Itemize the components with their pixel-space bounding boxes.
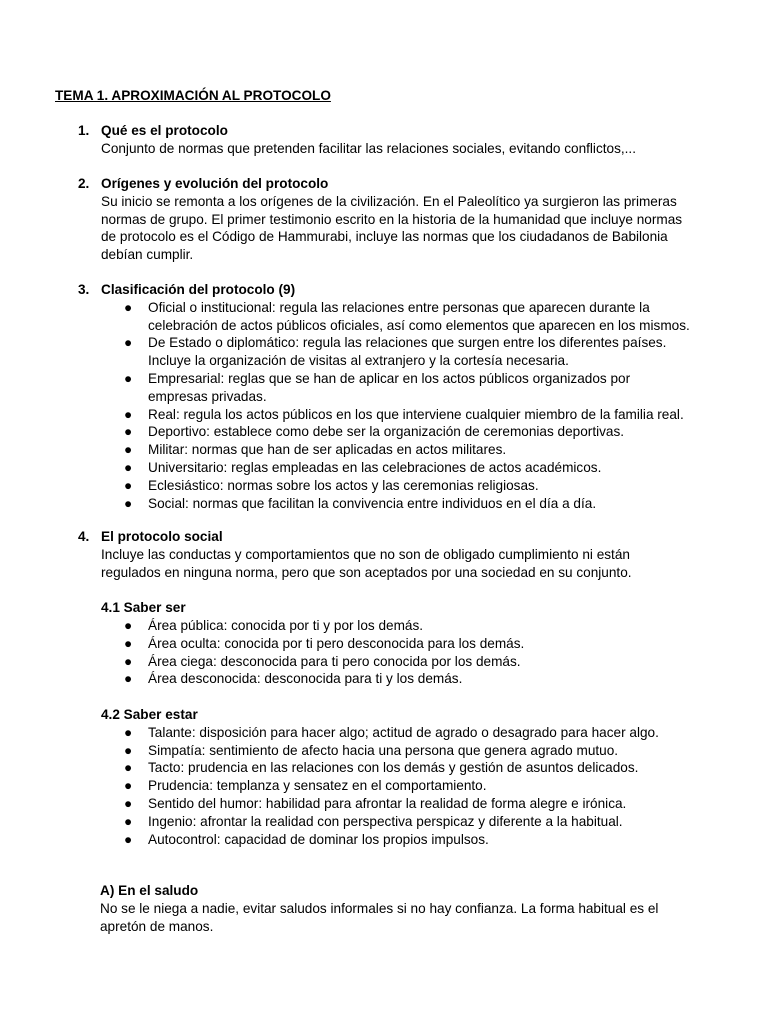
section-paragraph <box>55 193 715 264</box>
document-title: TEMA 1. APROXIMACIÓN AL PROTOCOLO <box>55 88 331 103</box>
list-item <box>55 795 715 813</box>
section-1 <box>55 122 715 158</box>
bullet-icon: ● <box>124 617 133 633</box>
paragraph-line: apretón de manos. <box>100 918 214 934</box>
bullet-icon: ● <box>124 742 133 758</box>
bullet-icon: ● <box>124 760 133 776</box>
list-item-line: Incluye la organización de visitas al extranjero y la cortesía necesaria. <box>148 353 569 369</box>
list-item <box>55 759 715 777</box>
classification-list <box>55 299 715 513</box>
list-item-line: Oficial o institucional: regula las relaciones entre personas que aparecen durante la <box>148 299 650 315</box>
section-number: 3. <box>78 282 90 297</box>
bullet-icon: ● <box>124 778 133 794</box>
list-item-line: Real: regula los actos públicos en los que interviene cualquier miembro de la familia real. <box>148 406 684 422</box>
subsection-heading: 4.2 Saber estar <box>101 706 198 722</box>
list-item <box>55 813 715 831</box>
list-item <box>55 670 715 688</box>
list-item-line: Social: normas que facilitan la convivencia entre individuos en el día a día. <box>148 495 597 511</box>
list-item-line: Autocontrol: capacidad de dominar los propios impulsos. <box>148 831 489 847</box>
bullet-icon: ● <box>124 653 133 669</box>
list-item <box>55 831 715 849</box>
list-item-line: Empresarial: reglas que se han de aplicar en los actos públicos organizados por <box>148 370 631 386</box>
paragraph-line: No se le niega a nadie, evitar saludos informales si no hay confianza. La forma habitual es el <box>100 900 659 916</box>
bullet-icon: ● <box>124 370 133 386</box>
list-item <box>55 617 715 635</box>
section-heading-text: El protocolo social <box>101 529 223 544</box>
paragraph-line: de protocolo es el Código de Hammurabi, incluye las normas que los ciudadanos de Babilonia <box>101 229 668 245</box>
list-item <box>55 477 715 495</box>
section-2 <box>55 175 715 264</box>
list-item-line: Universitario: reglas empleadas en las celebraciones de actos académicos. <box>148 459 602 475</box>
list-item-line: empresas privadas. <box>148 388 267 404</box>
section-3 <box>55 281 715 512</box>
list-item-line: celebración de actos públicos oficiales, así como elementos que aparecen en los mismos. <box>148 317 690 333</box>
bullet-icon: ● <box>124 459 133 475</box>
list-item-line: Deportivo: establece como debe ser la organización de ceremonias deportivas. <box>148 424 625 440</box>
bullet-icon: ● <box>124 495 133 511</box>
list-item <box>55 334 715 370</box>
list-item-line: Simpatía: sentimiento de afecto hacia una persona que genera agrado mutuo. <box>148 742 619 758</box>
paragraph-line: debían cumplir. <box>101 247 194 263</box>
bullet-icon: ● <box>124 795 133 811</box>
list-item-line: Área oculta: conocida por ti pero desconocida para los demás. <box>148 635 525 651</box>
list-item-line: Área pública: conocida por ti y por los demás. <box>148 617 424 633</box>
paragraph-line: normas de grupo. El primer testimonio escrito en la historia de la humanidad que incluye normas <box>101 211 683 227</box>
saber-ser-list <box>55 617 715 688</box>
bullet-icon: ● <box>124 299 133 315</box>
list-item <box>55 742 715 760</box>
bullet-icon: ● <box>124 724 133 740</box>
list-item-line: Ingenio: afrontar la realidad con perspectiva perspicaz y diferente a la habitual. <box>148 813 623 829</box>
list-item-line: Eclesiástico: normas sobre los actos y las ceremonias religiosas. <box>148 477 539 493</box>
paragraph-line: Su inicio se remonta a los orígenes de la civilización. En el Paleolítico ya surgieron las primeras <box>101 193 677 209</box>
section-paragraph: Conjunto de normas que pretenden facilitar las relaciones sociales, evitando conflictos,... <box>101 140 636 156</box>
list-item <box>55 635 715 653</box>
section-heading <box>55 528 715 546</box>
list-item-line: De Estado o diplomático: regula las relaciones que surgen entre los diferentes países. <box>148 335 667 351</box>
list-item-line: Militar: normas que han de ser aplicadas en actos militares. <box>148 442 507 458</box>
list-item-line: Prudencia: templanza y sensatez en el comportamiento. <box>148 778 487 794</box>
section-paragraph <box>55 546 715 582</box>
list-item-line: Talante: disposición para hacer algo; actitud de agrado o desagrado para hacer algo. <box>148 724 659 740</box>
list-item-line: Tacto: prudencia en las relaciones con los demás y gestión de asuntos delicados. <box>148 760 639 776</box>
subsection-heading: 4.1 Saber ser <box>101 600 186 616</box>
bullet-icon: ● <box>124 335 133 351</box>
section-heading-text: Qué es el protocolo <box>101 123 228 138</box>
list-item <box>55 441 715 459</box>
bullet-icon: ● <box>124 635 133 651</box>
saber-estar-list <box>55 724 715 849</box>
section-heading <box>55 122 715 140</box>
bullet-icon: ● <box>124 424 133 440</box>
list-item <box>55 495 715 513</box>
list-item <box>55 299 715 335</box>
bullet-icon: ● <box>124 442 133 458</box>
list-item <box>55 459 715 477</box>
list-item <box>55 653 715 671</box>
saludo-section <box>100 882 700 935</box>
list-item <box>55 370 715 406</box>
section-number: 1. <box>78 123 90 138</box>
section-heading <box>55 281 715 299</box>
spacer <box>55 581 715 599</box>
section-number: 4. <box>78 529 90 544</box>
section-heading <box>55 175 715 193</box>
paragraph-line: Incluye las conductas y comportamientos que no son de obligado cumplimiento ni están <box>101 546 630 562</box>
list-item <box>55 724 715 742</box>
section-heading-text: Orígenes y evolución del protocolo <box>101 176 329 191</box>
list-item-line: Sentido del humor: habilidad para afrontar la realidad de forma alegre e irónica. <box>148 795 627 811</box>
list-item-line: Área ciega: desconocida para ti pero conocida por los demás. <box>148 653 521 669</box>
list-item <box>55 423 715 441</box>
list-item <box>55 406 715 424</box>
saludo-heading: A) En el saludo <box>100 883 199 898</box>
bullet-icon: ● <box>124 831 133 847</box>
bullet-icon: ● <box>124 813 133 829</box>
bullet-icon: ● <box>124 406 133 422</box>
section-4 <box>55 528 715 848</box>
spacer <box>55 688 715 706</box>
section-heading-text: Clasificación del protocolo (9) <box>101 282 296 297</box>
paragraph-line: regulados en ninguna norma, pero que son aceptados por una sociedad en su conjunto. <box>101 564 632 580</box>
list-item <box>55 777 715 795</box>
bullet-icon: ● <box>124 477 133 493</box>
bullet-icon: ● <box>124 671 133 687</box>
list-item-line: Área desconocida: desconocida para ti y los demás. <box>148 671 463 687</box>
section-number: 2. <box>78 176 90 191</box>
